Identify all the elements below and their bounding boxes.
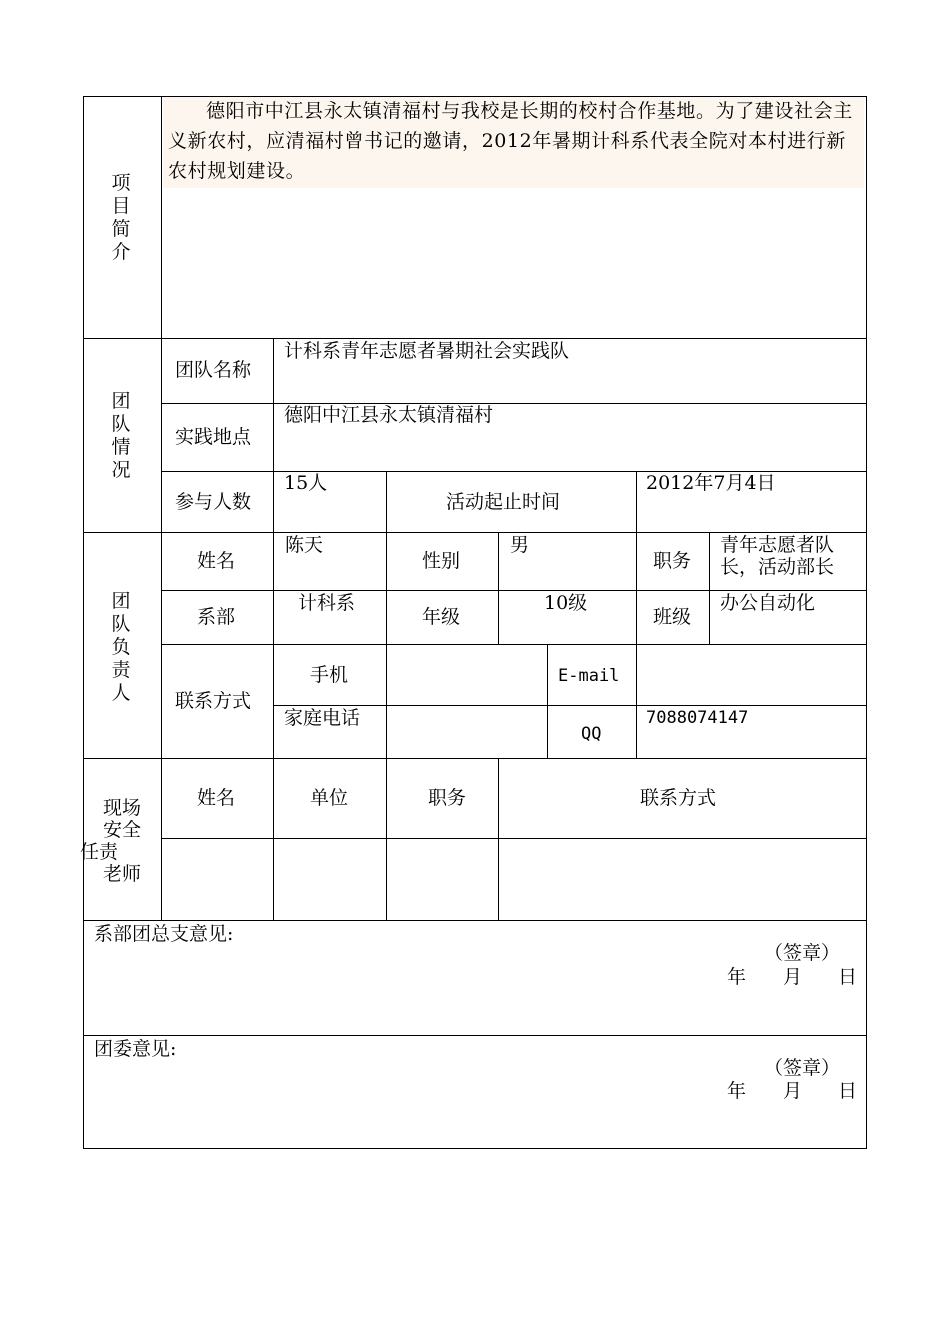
safety-col-position: 职务 [428,787,467,809]
leader-position-label: 职务 [653,550,692,572]
leader-dept-value: 计科系 [298,592,356,614]
team-place-value: 德阳中江县永太镇清福村 [284,404,494,426]
dept-opinion-seal: （签章） [764,942,841,964]
leader-qq-value: 7088074147 [646,708,749,728]
leader-gender-label: 性别 [422,550,461,572]
team-label: 团队情况 [111,390,131,481]
team-time-value: 2012年7月4日 [646,472,776,494]
league-opinion-year: 年 [727,1080,747,1102]
leader-class-label: 班级 [653,606,692,628]
project-text: 德阳市中江县永太镇清福村与我校是长期的校村合作基地。为了建设社会主义新农村，应清福村曾书记的邀请，2012年暑期计科系代表全院对本村进行新农村规划建设。 [168,100,853,182]
safety-label-line4: 老师 [103,863,142,885]
leader-position-value: 青年志愿者队长，活动部长 [720,534,835,578]
dept-opinion-year: 年 [727,966,747,988]
leader-home-label: 家庭电话 [284,707,361,729]
safety-label-line1: 现场 [103,797,142,819]
safety-col-name: 姓名 [197,787,236,809]
dept-opinion-month: 月 [783,966,803,988]
dept-opinion-label: 系部团总支意见: [94,923,234,945]
leader-phone-label: 手机 [310,664,349,686]
leader-name-value: 陈天 [285,534,324,556]
team-count-label: 参与人数 [175,491,252,513]
team-name-value: 计科系青年志愿者暑期社会实践队 [284,340,570,362]
leader-dept-label: 系部 [197,606,236,628]
safety-col-contact: 联系方式 [640,787,717,809]
leader-contact-label: 联系方式 [175,690,252,712]
team-count-value: 15人 [284,472,328,494]
team-name-label: 团队名称 [175,359,252,381]
safety-label-line3: 任责 [80,841,119,863]
team-time-label: 活动起止时间 [446,491,561,513]
leader-email-label: E-mail [558,666,620,686]
league-opinion-label: 团委意见: [94,1038,177,1060]
leader-grade-label: 年级 [422,606,461,628]
team-place-label: 实践地点 [175,426,252,448]
project-label: 项目简介 [111,172,131,263]
leader-name-label: 姓名 [197,550,236,572]
league-opinion-month: 月 [783,1080,803,1102]
safety-col-unit: 单位 [310,787,349,809]
leader-qq-label: QQ [581,724,602,744]
leader-gender-value: 男 [510,534,530,556]
leader-grade-value: 10级 [544,592,588,614]
dept-opinion-day: 日 [838,966,858,988]
leader-label: 团队负责人 [111,590,131,704]
safety-label-line2: 安全 [103,819,142,841]
league-opinion-seal: （签章） [764,1057,841,1079]
leader-class-value: 办公自动化 [720,592,816,614]
league-opinion-day: 日 [838,1080,858,1102]
